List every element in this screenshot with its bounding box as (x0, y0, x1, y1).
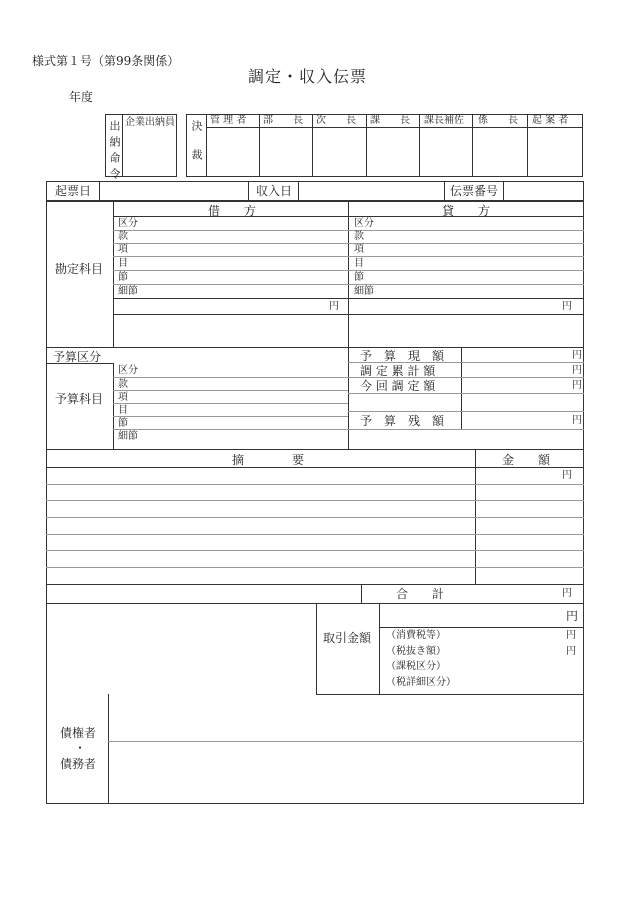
amount-header: 金 額 (502, 453, 551, 467)
tax-excluded-label: （税抜き額） (386, 646, 446, 657)
budget-current-yen: 円 (572, 350, 582, 361)
debit-yen: 円 (329, 301, 339, 312)
credit-row-saisetsu: 細節 (354, 286, 374, 297)
slip-number-label: 伝票番号 (450, 184, 499, 198)
this-time-label: 今 回 調 定 額 (360, 379, 436, 393)
page-title: 調定・収入伝票 (248, 67, 368, 86)
description-header: 摘 要 (232, 453, 305, 467)
credit-row-category: 区分 (354, 218, 374, 229)
debit-row-saisetsu: 細節 (118, 286, 138, 297)
fiscal-year-label: 年度 (69, 90, 94, 104)
form-number: 様式第１号（第99条関係） (32, 54, 180, 68)
issue-date-label: 起票日 (55, 184, 92, 198)
budget-subject-label: 予算科目 (55, 392, 104, 406)
account-subject-label: 勘定科目 (55, 262, 104, 276)
debit-row-category: 区分 (118, 218, 138, 229)
approval-label: 決裁 (190, 120, 203, 178)
approval-col-section-chief: 課 長 (370, 115, 410, 126)
debit-row-kan: 款 (118, 231, 128, 242)
cumulative-label: 調 定 累 計 額 (360, 364, 436, 378)
total-yen: 円 (562, 588, 572, 599)
debit-row-moku: 目 (118, 258, 128, 269)
receipt-date-label: 収入日 (256, 184, 293, 198)
consumption-tax-yen: 円 (566, 630, 576, 641)
credit-row-kan: 款 (354, 231, 364, 242)
budget-row-category: 区分 (118, 365, 138, 376)
creditor-label: 債権者 (60, 726, 97, 740)
debit-header: 借 方 (208, 204, 257, 218)
approval-col-subsection-chief: 係 長 (478, 115, 518, 126)
credit-row-kou: 項 (354, 244, 364, 255)
tax-excluded-yen: 円 (566, 646, 576, 657)
budget-balance-yen: 円 (572, 415, 582, 426)
cashier-label: 企業出納員 (125, 117, 175, 128)
budget-class-label: 予算区分 (53, 350, 102, 364)
debtor-label: 債務者 (60, 757, 97, 771)
approval-col-assistant-chief: 課長補佐 (424, 115, 464, 126)
debit-row-setsu: 節 (118, 272, 128, 283)
payment-order-label: 出納命令 (108, 120, 121, 184)
budget-row-kou: 項 (118, 392, 128, 403)
approval-col-manager: 管 理 者 (210, 115, 247, 126)
credit-row-moku: 目 (354, 258, 364, 269)
transaction-yen: 円 (566, 609, 579, 623)
budget-current-label: 予 算 現 額 (360, 349, 445, 363)
credit-yen: 円 (562, 301, 572, 312)
approval-col-deputy: 次 長 (316, 115, 356, 126)
transaction-amount-label: 取引金額 (323, 631, 372, 645)
approval-col-director: 部 長 (263, 115, 303, 126)
credit-row-setsu: 節 (354, 272, 364, 283)
debit-row-kou: 項 (118, 244, 128, 255)
cumulative-yen: 円 (572, 365, 582, 376)
amount-yen: 円 (562, 470, 572, 481)
budget-row-setsu: 節 (118, 418, 128, 429)
credit-header: 貸 方 (442, 204, 491, 218)
budget-row-kan: 款 (118, 379, 128, 390)
separator-dot: ・ (74, 741, 87, 755)
budget-row-moku: 目 (118, 405, 128, 416)
tax-class-label: （課税区分） (386, 661, 446, 672)
tax-detail-label: （税詳細区分） (386, 677, 456, 688)
budget-row-saisetsu: 細節 (118, 431, 138, 442)
consumption-tax-label: （消費税等） (386, 630, 446, 641)
total-label: 合 計 (396, 587, 445, 601)
budget-balance-label: 予 算 残 額 (360, 414, 445, 428)
this-time-yen: 円 (572, 380, 582, 391)
approval-col-drafter: 起 案 者 (532, 115, 569, 126)
